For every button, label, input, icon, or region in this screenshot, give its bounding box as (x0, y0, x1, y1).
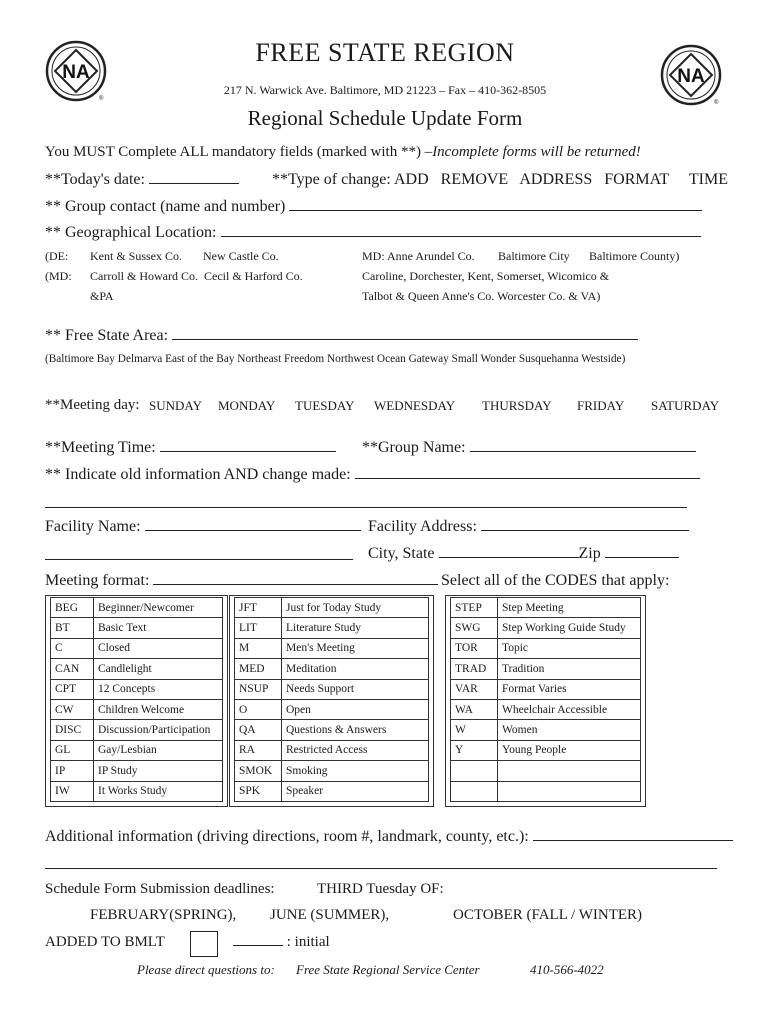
location-carroll-howard[interactable]: Carroll & Howard Co. (90, 269, 198, 283)
code-row[interactable] (451, 761, 641, 781)
group-contact-label: ** Group contact (name and number) (45, 198, 286, 215)
code-description: Questions & Answers (282, 720, 429, 740)
code-row[interactable] (451, 679, 641, 699)
code-description: Wheelchair Accessible (498, 699, 641, 719)
bmlt-initial-field[interactable] (233, 934, 330, 951)
todays-date-label: **Today's date: (45, 171, 145, 188)
meeting-time-line[interactable] (160, 450, 336, 452)
logo-text: NA (62, 62, 90, 83)
day-tuesday[interactable]: TUESDAY (295, 398, 355, 413)
footer-phone: 410-566-4022 (530, 962, 604, 977)
region-address: 217 N. Warwick Ave. Baltimore, MD 21223 – Fax – 410-362-8505 (223, 83, 547, 97)
group-name-line[interactable] (470, 450, 696, 452)
type-of-change (272, 171, 728, 189)
day-thursday[interactable]: THURSDAY (482, 398, 552, 413)
code-row[interactable] (51, 720, 223, 740)
code-abbrev[interactable]: GL (51, 740, 94, 760)
code-description: Beginner/Newcomer (94, 598, 223, 618)
additional-info-field[interactable] (45, 828, 733, 846)
code-description: Restricted Access (282, 740, 429, 760)
code-abbrev[interactable]: MED (235, 659, 282, 679)
code-abbrev[interactable]: CW (51, 699, 94, 719)
codes-table-2 (234, 597, 429, 802)
code-abbrev[interactable]: BEG (51, 598, 94, 618)
code-abbrev[interactable]: SPK (235, 781, 282, 801)
group-contact-field[interactable] (45, 198, 702, 216)
code-abbrev[interactable]: CPT (51, 679, 94, 699)
bmlt-initial-line[interactable] (233, 944, 283, 946)
code-row[interactable] (235, 740, 429, 760)
meeting-format-line[interactable] (153, 583, 438, 585)
deadline-label: Schedule Form Submission deadlines: (45, 881, 275, 897)
code-abbrev[interactable]: Y (451, 740, 498, 760)
code-abbrev[interactable] (451, 781, 498, 801)
codes-table-3-frame (445, 595, 646, 807)
codes-table-3 (450, 597, 641, 802)
code-abbrev[interactable]: C (51, 638, 94, 658)
city-state-line[interactable] (439, 556, 579, 558)
code-description: Women (498, 720, 641, 740)
code-row[interactable] (235, 679, 429, 699)
code-abbrev[interactable]: O (235, 699, 282, 719)
codes-table-1 (50, 597, 223, 802)
day-sunday[interactable]: SUNDAY (149, 398, 202, 413)
code-abbrev[interactable]: IP (51, 761, 94, 781)
code-abbrev[interactable]: RA (235, 740, 282, 760)
region-title: FREE STATE REGION (255, 38, 515, 67)
change-option-address[interactable]: ADDRESS (519, 171, 593, 188)
code-row[interactable] (235, 699, 429, 719)
code-abbrev[interactable]: VAR (451, 679, 498, 699)
code-description: Smoking (282, 761, 429, 781)
bmlt-initial-label: : initial (286, 934, 330, 950)
deadline-february: FEBRUARY(SPRING), (90, 907, 237, 923)
logo-mark: ® (99, 96, 104, 102)
free-state-area-field[interactable] (45, 327, 638, 345)
change-option-remove[interactable]: REMOVE (440, 171, 509, 188)
mandatory-notice (45, 144, 641, 161)
code-description: Young People (498, 740, 641, 760)
group-name-field[interactable] (362, 439, 696, 457)
additional-info-line-2[interactable] (45, 868, 717, 869)
code-abbrev[interactable]: NSUP (235, 679, 282, 699)
code-description: Speaker (282, 781, 429, 801)
code-abbrev[interactable]: BT (51, 618, 94, 638)
facility-address-field[interactable] (368, 518, 689, 536)
old-info-field[interactable] (45, 466, 700, 484)
facility-name-line-2[interactable] (45, 559, 353, 560)
code-row[interactable] (51, 679, 223, 699)
code-row[interactable] (235, 720, 429, 740)
geo-location-line[interactable] (221, 235, 701, 237)
code-description: Step Meeting (498, 598, 641, 618)
meeting-time-label: **Meeting Time: (45, 439, 156, 456)
day-saturday[interactable]: SATURDAY (651, 398, 720, 413)
code-description: Discussion/Participation (94, 720, 223, 740)
code-row[interactable] (51, 638, 223, 658)
old-info-line-2[interactable] (45, 507, 687, 508)
location-eastern-shore[interactable]: Caroline, Dorchester, Kent, Somerset, Wicomico & (362, 269, 610, 283)
geo-location-field[interactable] (45, 224, 701, 242)
code-row[interactable] (451, 720, 641, 740)
code-row[interactable] (235, 638, 429, 658)
facility-address-line[interactable] (481, 529, 689, 531)
code-abbrev[interactable]: IW (51, 781, 94, 801)
group-contact-line[interactable] (289, 209, 702, 211)
code-description (498, 781, 641, 801)
code-description: Step Working Guide Study (498, 618, 641, 638)
code-description: It Works Study (94, 781, 223, 801)
meeting-time-field[interactable] (45, 439, 336, 457)
zip-label: Zip (578, 545, 601, 562)
notice-prefix: You MUST Complete ALL mandatory fields (marked with **) – (45, 144, 433, 160)
code-abbrev[interactable]: SWG (451, 618, 498, 638)
deadline-june: JUNE (SUMMER), (270, 907, 390, 923)
facility-address-label: Facility Address: (368, 518, 477, 535)
code-abbrev[interactable]: W (451, 720, 498, 740)
day-friday[interactable]: FRIDAY (577, 398, 625, 413)
code-row[interactable] (451, 699, 641, 719)
bmlt-label: ADDED TO BMLT (45, 934, 165, 950)
code-abbrev[interactable] (451, 761, 498, 781)
codes-table-1-frame (45, 595, 228, 807)
free-state-area-label: ** Free State Area: (45, 327, 169, 344)
md-label: (MD: (45, 269, 72, 283)
day-monday[interactable]: MONDAY (218, 398, 276, 413)
meeting-day-label: **Meeting day: (45, 397, 140, 413)
code-description: Format Varies (498, 679, 641, 699)
code-row[interactable] (235, 598, 429, 618)
code-abbrev[interactable]: QA (235, 720, 282, 740)
logo-mark: ® (714, 100, 719, 106)
code-row[interactable] (235, 761, 429, 781)
code-description: Gay/Lesbian (94, 740, 223, 760)
facility-name-label: Facility Name: (45, 518, 141, 535)
code-description: Candlelight (94, 659, 223, 679)
code-description: Men's Meeting (282, 638, 429, 658)
zip-line[interactable] (605, 556, 679, 558)
code-description (498, 761, 641, 781)
code-description: Children Welcome (94, 699, 223, 719)
old-info-label: ** Indicate old information AND change made: (45, 466, 351, 483)
code-abbrev[interactable]: JFT (235, 598, 282, 618)
location-anne-arundel[interactable]: MD: Anne Arundel Co. (362, 249, 475, 263)
facility-name-field[interactable] (45, 518, 361, 536)
code-row[interactable] (51, 618, 223, 638)
code-row[interactable] (451, 618, 641, 638)
bmlt-checkbox[interactable] (190, 931, 218, 957)
todays-date-line[interactable] (149, 182, 239, 184)
additional-info-line[interactable] (533, 839, 733, 841)
change-option-time[interactable]: TIME (688, 171, 728, 188)
additional-info-label: Additional information (driving directions, room #, landmark, county, etc.): (45, 828, 529, 845)
code-row[interactable] (51, 781, 223, 801)
code-row[interactable] (451, 740, 641, 760)
location-talbot-worcester[interactable]: Talbot & Queen Anne's Co. Worcester Co. & VA) (362, 289, 601, 303)
code-description: 12 Concepts (94, 679, 223, 699)
code-row[interactable] (51, 659, 223, 679)
code-abbrev[interactable]: SMOK (235, 761, 282, 781)
code-description: IP Study (94, 761, 223, 781)
code-row[interactable] (451, 659, 641, 679)
geo-location-label: ** Geographical Location: (45, 224, 217, 241)
code-description: Needs Support (282, 679, 429, 699)
notice-warning: Incomplete forms will be returned! (432, 144, 641, 160)
location-kent-sussex[interactable]: Kent & Sussex Co. (90, 249, 183, 263)
code-abbrev[interactable]: TRAD (451, 659, 498, 679)
code-abbrev[interactable]: LIT (235, 618, 282, 638)
code-description: Closed (94, 638, 223, 658)
code-description: Meditation (282, 659, 429, 679)
code-row[interactable] (235, 781, 429, 801)
code-row[interactable] (235, 618, 429, 638)
area-options: (Baltimore Bay Delmarva East of the Bay Northeast Freedom Northwest Ocean Gateway Small Wonder Susquehanna Westside) (45, 353, 626, 365)
old-info-line[interactable] (355, 477, 700, 479)
change-option-add[interactable]: ADD (393, 171, 429, 188)
logo-text: NA (677, 66, 705, 87)
code-description: Literature Study (282, 618, 429, 638)
code-abbrev[interactable]: STEP (451, 598, 498, 618)
city-state-label: City, State (368, 545, 435, 562)
location-pa[interactable]: &PA (90, 289, 114, 303)
meeting-format-field[interactable] (45, 572, 438, 590)
code-row[interactable] (51, 740, 223, 760)
code-row[interactable] (235, 659, 429, 679)
code-description: Just for Today Study (282, 598, 429, 618)
code-row[interactable] (51, 761, 223, 781)
code-description: Topic (498, 638, 641, 658)
location-baltimore-county[interactable]: Baltimore County) (589, 249, 680, 263)
free-state-area-line[interactable] (172, 338, 638, 340)
code-row[interactable] (451, 598, 641, 618)
city-state-field[interactable] (368, 545, 679, 563)
code-abbrev[interactable]: WA (451, 699, 498, 719)
footer-center: Free State Regional Service Center (296, 962, 480, 977)
code-abbrev[interactable]: DISC (51, 720, 94, 740)
codes-table-2-frame (229, 595, 434, 807)
code-description: Open (282, 699, 429, 719)
code-row[interactable] (451, 638, 641, 658)
deadline-when: THIRD Tuesday OF: (317, 881, 444, 897)
facility-name-line[interactable] (145, 529, 361, 531)
code-abbrev[interactable]: CAN (51, 659, 94, 679)
code-row[interactable] (51, 699, 223, 719)
deadline-october: OCTOBER (FALL / WINTER) (453, 907, 643, 923)
location-new-castle[interactable]: New Castle Co. (203, 249, 279, 263)
select-codes-label: Select all of the CODES that apply: (441, 572, 670, 589)
group-name-label: **Group Name: (362, 439, 466, 456)
type-of-change-label: **Type of change: (272, 171, 391, 188)
location-baltimore-city[interactable]: Baltimore City (498, 249, 570, 263)
code-abbrev[interactable]: M (235, 638, 282, 658)
code-description: Tradition (498, 659, 641, 679)
code-description: Basic Text (94, 618, 223, 638)
code-abbrev[interactable]: TOR (451, 638, 498, 658)
location-cecil-harford[interactable]: Cecil & Harford Co. (204, 269, 303, 283)
footer-questions: Please direct questions to: (137, 962, 275, 977)
todays-date-field[interactable] (45, 171, 239, 189)
de-label: (DE: (45, 249, 69, 263)
form-title: Regional Schedule Update Form (247, 106, 523, 130)
code-row[interactable] (51, 598, 223, 618)
day-wednesday[interactable]: WEDNESDAY (374, 398, 456, 413)
change-option-format[interactable]: FORMAT (604, 171, 670, 188)
code-row[interactable] (451, 781, 641, 801)
meeting-format-label: Meeting format: (45, 572, 150, 589)
